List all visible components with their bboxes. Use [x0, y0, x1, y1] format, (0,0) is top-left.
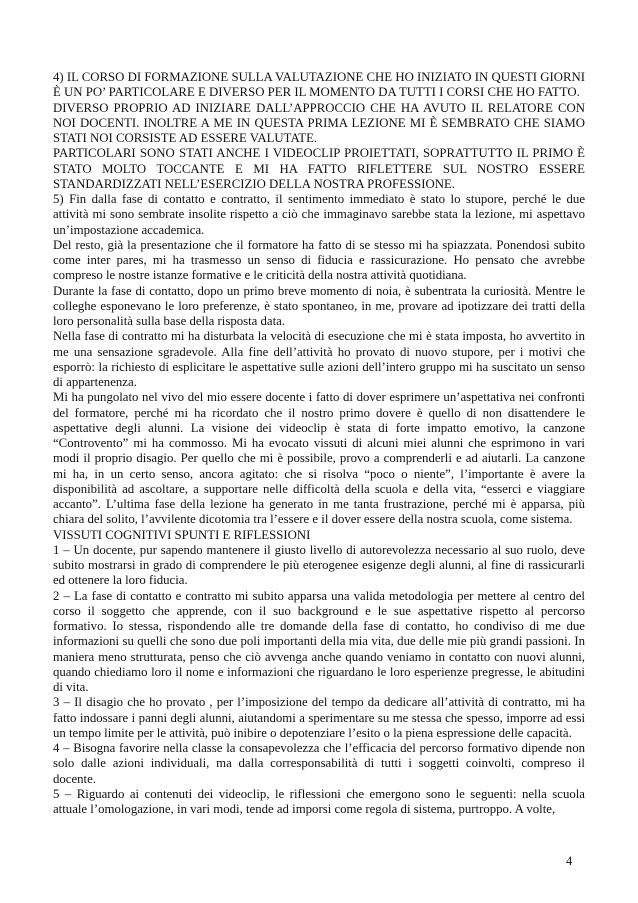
paragraph-12: 3 – Il disagio che ho provato , per l’imposizione del tempo da dedicare all’attività di contratto, mi ha fatto indossare i panni degli alunni, aiutandomi a sperimentare su me stessa che spesso, imporre ad essi un tempo limite per le attività, può inibire o depotenziare l’esito o la piena espressione delle capacità. — [53, 695, 585, 740]
paragraph-6: Durante la fase di contatto, dopo un primo breve momento di noia, è subentrata la curiosità. Mentre le colleghe esponevano le loro preferenze, è stato spontaneo, in me, provare ad ipotizzare dei tratti della loro personalità sulla base della risposta data. — [53, 283, 585, 328]
paragraph-1: 4) IL CORSO DI FORMAZIONE SULLA VALUTAZIONE CHE HO INIZIATO IN QUESTI GIORNI È UN PO’ PARTICOLARE E DIVERSO PER IL MOMENTO DA TUTTI I CORSI CHE HO FATTO. — [53, 70, 585, 100]
paragraph-11: 2 – La fase di contatto e contratto mi subito apparsa una valida metodologia per mettere al centro del corso il soggetto che apprende, con il suo background e le sue aspettative rispetto al percorso formativo. Io stessa, rispondendo alle tre domande della fase di contatto, ho condiviso di me due informazioni su quelli che sono due poli importanti della mia vita, due delle mie più grandi passioni. In maniera meno strutturata, penso che ciò avvenga anche quando veniamo in contatto con nuovi alunni, quando chiediamo loro il nome e informazioni che riguardano le loro esperienze pregresse, le abitudini di vita. — [53, 588, 585, 694]
paragraph-2: DIVERSO PROPRIO AD INIZIARE DALL’APPROCCIO CHE HA AVUTO IL RELATORE CON NOI DOCENTI. INOLTRE A ME IN QUESTA PRIMA LEZIONE MI È SEMBRATO CHE SIAMO STATI NOI CORSISTE AD ESSERE VALUTATE. — [53, 100, 585, 145]
paragraph-10: 1 – Un docente, pur sapendo mantenere il giusto livello di autorevolezza necessario al suo ruolo, deve subito mostrarsi in grado di comprendere le più eterogenee esigenze degli alunni, al fine di rassicurarli ed ottenere la loro fiducia. — [53, 542, 585, 588]
paragraph-3: PARTICOLARI SONO STATI ANCHE I VIDEOCLIP PROIETTATI, SOPRATTUTTO IL PRIMO È STATO MOLTO TOCCANTE E MI HA FATTO RIFLETTERE SUL NOSTRO ESSERE STANDARDIZZATI NELL’ESERCIZIO DELLA NOSTRA PROFESSIONE. — [53, 146, 585, 191]
paragraph-13: 4 – Bisogna favorire nella classe la consapevolezza che l’efficacia del percorso formativo dipende non solo dalle azioni individuali, ma dalla corresponsabilità di tutti i soggetti coinvolti, compreso il docente. — [53, 741, 585, 786]
paragraph-8: Mi ha pungolato nel vivo del mio essere docente i fatto di dover esprimere un’aspettativa nei confronti del formatore, perché mi ha ricordato che il nostro primo dovere è quello di non disattendere le aspettative degli alunni. La visione dei videoclip è stata di forte impatto emotivo, la canzone “Controvento” mi ha commosso. Mi ha evocato vissuti di alcuni miei alunni che esprimono in vari modi il proprio disagio. Per quello che mi è possibile, provo a comprenderli e ad aiutarli. La canzone mi ha, in un certo senso, ancora agitato: che si risolva “poco o niente”, l’importante è avere la disponibilità ad ascoltare, a supportare nelle difficoltà della scuola e della vita, “esserci e viaggiare accanto”. L’ultima fase della lezione ha generato in me tanta frustrazione, perché mi è apparsa, più chiara del solito, l’avvilente dicotomia tra l’essere e il dover essere della nostra scuola, come sistema. — [53, 390, 585, 527]
section-heading: VISSUTI COGNITIVI SPUNTI E RIFLESSIONI — [53, 527, 311, 542]
page-number: 4 — [566, 854, 573, 868]
paragraph-5: Del resto, già la presentazione che il formatore ha fatto di se stesso mi ha spiazzata. Ponendosi subito come inter pares, mi ha trasmesso un senso di fiducia e rassicurazione. Ho pensato che avrebbe compreso le nostre istanze formative e le criticità della nostra attività quotidiana. — [53, 237, 585, 283]
paragraph-4: 5) Fin dalla fase di contatto e contratto, il sentimento immediato è stato lo stupore, perché le due attività mi sono sembrate insolite rispetto a ciò che immaginavo sarebbe stata la lezione, mi aspettavo un’impostazione accademica. — [53, 192, 585, 237]
paragraph-14: 5 – Riguardo ai contenuti dei videoclip, le riflessioni che emergono sono le seguenti: nella scuola attuale l’omologazione, in vari modi, tende ad imporsi come regola di sistema, purtroppo. A volte, — [53, 786, 585, 816]
paragraph-7: Nella fase di contratto mi ha disturbata la velocità di esecuzione che mi è stata imposta, ho avvertito in me una sensazione sgradevole. Alla fine dell’attività ho provato di nuovo stupore, per i motivi che esporrò: la richiesto di esplicitare le aspettative sulle azioni dell’intero gruppo mi ha suscitato un senso di appartenenza. — [53, 329, 585, 389]
document-body — [53, 70, 585, 817]
